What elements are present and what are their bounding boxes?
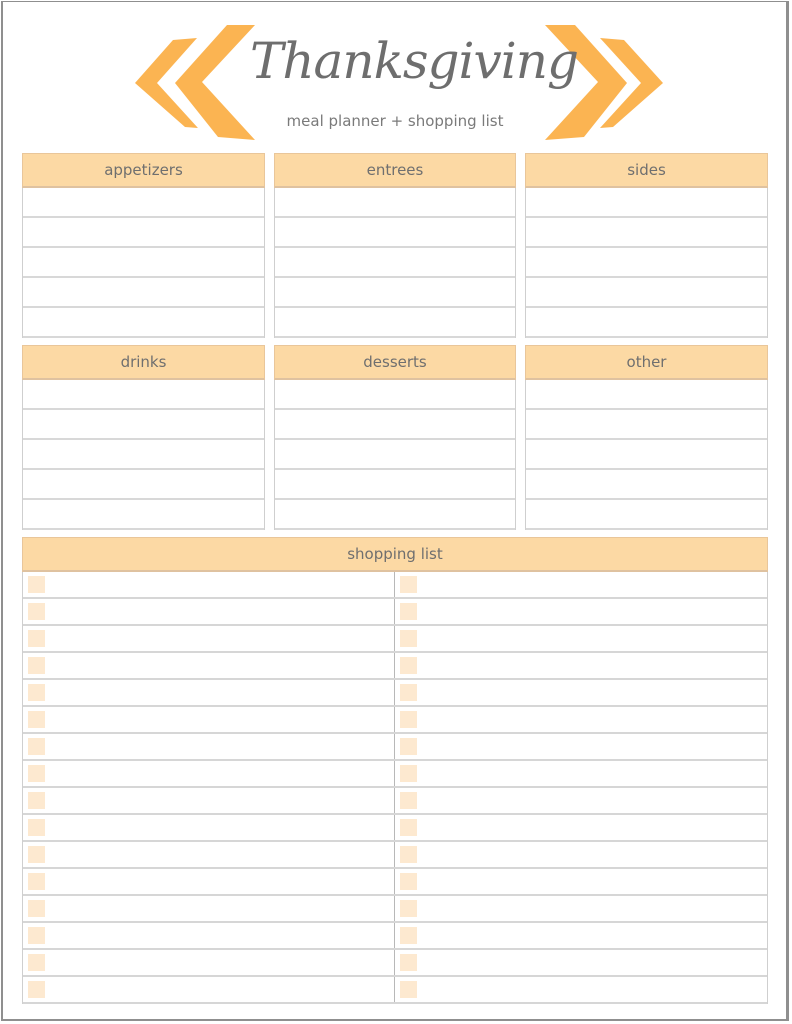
write-line[interactable] [23,440,264,470]
shopping-item-right[interactable] [395,869,767,894]
checkbox-icon[interactable] [28,576,45,593]
shopping-list-row [23,815,767,842]
shopping-item-left[interactable] [23,707,395,732]
section-lines [525,380,768,530]
checkbox-icon[interactable] [28,954,45,971]
write-line[interactable] [23,278,264,308]
checkbox-icon[interactable] [28,846,45,863]
write-line[interactable] [275,218,515,248]
write-line[interactable] [23,308,264,338]
shopping-list-row [23,680,767,707]
write-line[interactable] [526,470,767,500]
shopping-list-row [23,788,767,815]
shopping-list-row [23,599,767,626]
shopping-item-left[interactable] [23,599,395,624]
shopping-item-right[interactable] [395,815,767,840]
shopping-item-right[interactable] [395,599,767,624]
checkbox-icon[interactable] [28,927,45,944]
shopping-list-row [23,923,767,950]
section-header [22,345,265,380]
shopping-list-row [23,950,767,977]
checkbox-icon[interactable] [400,846,417,863]
shopping-list-rows [22,572,768,1004]
shopping-item-left[interactable] [23,626,395,651]
shopping-item-left[interactable] [23,788,395,813]
section-drinks [22,345,265,530]
checkbox-icon[interactable] [400,873,417,890]
shopping-item-left[interactable] [23,950,395,975]
checkbox-icon[interactable] [28,819,45,836]
checkbox-icon[interactable] [400,900,417,917]
write-line[interactable] [275,500,515,530]
shopping-item-left[interactable] [23,896,395,921]
checkbox-icon[interactable] [28,630,45,647]
shopping-item-left[interactable] [23,977,395,1002]
section-header [22,153,265,188]
checkbox-icon[interactable] [400,684,417,701]
shopping-list-header [22,537,768,572]
section-lines [22,380,265,530]
checkbox-icon[interactable] [28,873,45,890]
section-title: other [626,353,667,371]
checkbox-icon[interactable] [400,792,417,809]
section-header [274,345,516,380]
shopping-list-row [23,572,767,599]
double-chevron-left-icon [135,25,255,140]
write-line[interactable] [275,380,515,410]
write-line[interactable] [23,248,264,278]
shopping-item-left[interactable] [23,653,395,678]
write-line[interactable] [526,278,767,308]
checkbox-icon[interactable] [400,630,417,647]
shopping-list-row [23,707,767,734]
write-line[interactable] [275,308,515,338]
shopping-item-left[interactable] [23,680,395,705]
write-line[interactable] [526,248,767,278]
shopping-list-row [23,734,767,761]
section-lines [525,188,768,338]
checkbox-icon[interactable] [400,576,417,593]
write-line[interactable] [23,188,264,218]
shopping-item-left[interactable] [23,572,395,597]
section-header [525,153,768,188]
checkbox-icon[interactable] [400,981,417,998]
checkbox-icon[interactable] [28,765,45,782]
write-line[interactable] [526,308,767,338]
section-header [525,345,768,380]
section-title: drinks [120,353,167,371]
section-other [525,345,768,530]
shopping-list-row [23,761,767,788]
shopping-list-title: shopping list [347,545,443,563]
shopping-item-right[interactable] [395,923,767,948]
shopping-item-right[interactable] [395,680,767,705]
shopping-item-right[interactable] [395,950,767,975]
shopping-list-row [23,977,767,1004]
section-appetizers [22,153,265,338]
write-line[interactable] [526,188,767,218]
shopping-item-right[interactable] [395,734,767,759]
page-title: Thanksgiving [250,32,578,90]
shopping-list-row [23,653,767,680]
checkbox-icon[interactable] [400,927,417,944]
section-lines [274,380,516,530]
shopping-item-right[interactable] [395,842,767,867]
write-line[interactable] [23,410,264,440]
section-title: sides [627,161,666,179]
checkbox-icon[interactable] [400,765,417,782]
section-desserts [274,345,516,530]
section-title: entrees [366,161,424,179]
shopping-item-left[interactable] [23,923,395,948]
section-lines [22,188,265,338]
write-line[interactable] [275,188,515,218]
checkbox-icon[interactable] [28,657,45,674]
write-line[interactable] [23,218,264,248]
write-line[interactable] [23,470,264,500]
write-line[interactable] [526,218,767,248]
write-line[interactable] [275,440,515,470]
write-line[interactable] [275,410,515,440]
write-line[interactable] [526,410,767,440]
write-line[interactable] [275,470,515,500]
checkbox-icon[interactable] [400,738,417,755]
write-line[interactable] [526,380,767,410]
checkbox-icon[interactable] [28,981,45,998]
write-line[interactable] [23,380,264,410]
shopping-item-left[interactable] [23,842,395,867]
section-entrees [274,153,516,338]
shopping-item-right[interactable] [395,977,767,1002]
checkbox-icon[interactable] [28,900,45,917]
shopping-item-right[interactable] [395,572,767,597]
shopping-item-right[interactable] [395,626,767,651]
checkbox-icon[interactable] [400,954,417,971]
shopping-list-row [23,896,767,923]
shopping-item-left[interactable] [23,815,395,840]
write-line[interactable] [23,500,264,530]
checkbox-icon[interactable] [400,711,417,728]
section-lines [274,188,516,338]
checkbox-icon[interactable] [28,603,45,620]
shopping-item-left[interactable] [23,734,395,759]
shopping-list-row [23,869,767,896]
write-line[interactable] [526,440,767,470]
shopping-list [22,537,768,1004]
shopping-item-left[interactable] [23,761,395,786]
checkbox-icon[interactable] [400,657,417,674]
write-line[interactable] [526,500,767,530]
write-line[interactable] [275,248,515,278]
title-banner [0,0,792,150]
checkbox-icon[interactable] [400,819,417,836]
write-line[interactable] [275,278,515,308]
shopping-list-row [23,626,767,653]
section-title: desserts [363,353,427,371]
shopping-list-row [23,842,767,869]
shopping-item-left[interactable] [23,869,395,894]
shopping-item-right[interactable] [395,896,767,921]
checkbox-icon[interactable] [28,684,45,701]
shopping-item-right[interactable] [395,707,767,732]
page-subtitle: meal planner + shopping list [286,112,504,130]
shopping-item-right[interactable] [395,788,767,813]
shopping-item-right[interactable] [395,761,767,786]
checkbox-icon[interactable] [28,711,45,728]
section-sides [525,153,768,338]
shopping-item-right[interactable] [395,653,767,678]
section-header [274,153,516,188]
checkbox-icon[interactable] [400,603,417,620]
checkbox-icon[interactable] [28,738,45,755]
section-title: appetizers [104,161,183,179]
checkbox-icon[interactable] [28,792,45,809]
